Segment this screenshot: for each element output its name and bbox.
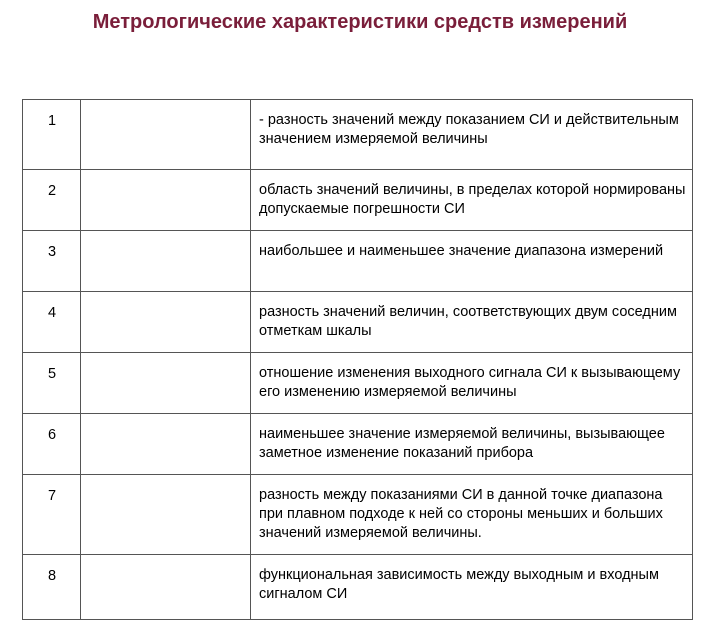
- definition-cell: функциональная зависимость между выходным и входным сигналом СИ: [251, 555, 693, 620]
- term-cell[interactable]: [81, 100, 251, 170]
- row-number: 5: [23, 353, 81, 414]
- term-cell[interactable]: [81, 292, 251, 353]
- table-row: [23, 414, 693, 475]
- table-row: [23, 231, 693, 292]
- row-number: 4: [23, 292, 81, 353]
- definition-cell: - разность значений между показанием СИ и действительным значением измеряемой величины: [251, 100, 693, 170]
- row-number: 1: [23, 100, 81, 170]
- row-number: 7: [23, 475, 81, 555]
- table-row: [23, 555, 693, 620]
- term-cell[interactable]: [81, 555, 251, 620]
- row-number: 8: [23, 555, 81, 620]
- term-cell[interactable]: [81, 414, 251, 475]
- table-row: [23, 475, 693, 555]
- term-cell[interactable]: [81, 353, 251, 414]
- definition-cell: наибольшее и наименьшее значение диапазона измерений: [251, 231, 693, 292]
- table-row: [23, 292, 693, 353]
- definition-cell: разность между показаниями СИ в данной точке диапазона при плавном подходе к ней со стороны меньших и больших значений измеряемой величины.: [251, 475, 693, 555]
- definition-cell: отношение изменения выходного сигнала СИ к вызывающему его изменению измеряемой величины: [251, 353, 693, 414]
- characteristics-table: [22, 99, 693, 620]
- table-row: [23, 170, 693, 231]
- term-cell[interactable]: [81, 231, 251, 292]
- term-cell[interactable]: [81, 170, 251, 231]
- row-number: 2: [23, 170, 81, 231]
- row-number: 6: [23, 414, 81, 475]
- definition-cell: наименьшее значение измеряемой величины, вызывающее заметное изменение показаний прибора: [251, 414, 693, 475]
- definition-cell: область значений величины, в пределах которой нормированы допускаемые погрешности СИ: [251, 170, 693, 231]
- row-number: 3: [23, 231, 81, 292]
- definition-cell: разность значений величин, соответствующих двум соседним отметкам шкалы: [251, 292, 693, 353]
- page-title: Метрологические характеристики средств измерений: [92, 11, 628, 33]
- table-row: [23, 100, 693, 170]
- table-row: [23, 353, 693, 414]
- term-cell[interactable]: [81, 475, 251, 555]
